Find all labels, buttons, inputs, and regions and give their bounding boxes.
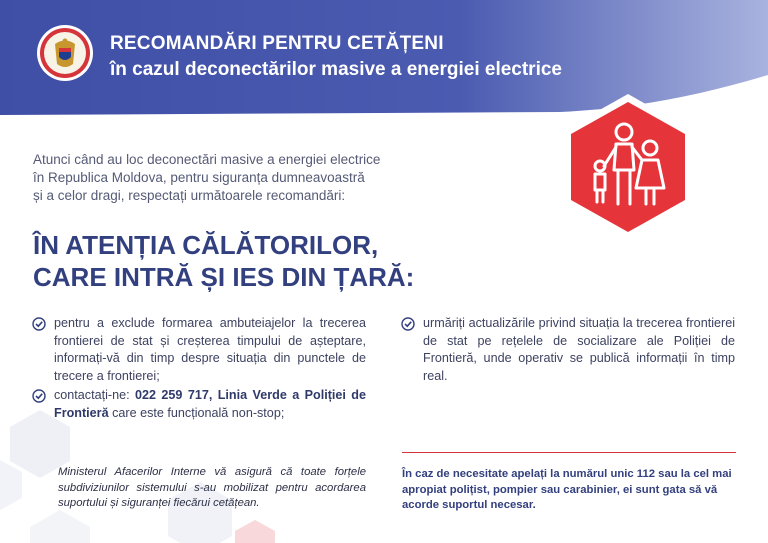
section-heading: ÎN ATENȚIA CĂLĂTORILOR, CARE INTRĂ ȘI IES DIN ȚARĂ: (33, 230, 415, 292)
list-item: contactați-ne: 022 259 717, Linia Verde a Poliției de Frontieră care este funcțională non-stop; (54, 387, 366, 422)
list-item: urmăriți actualizările privind situația la trecerea frontierei de stat pe rețelele de socializare ale Poliției de Frontieră, unde operativ se publică informații în timp real. (423, 315, 735, 385)
hotline-text: 022 259 717, Linia Verde a Poliției de Frontieră (54, 388, 367, 420)
footer-ministry-note: Ministerul Afacerilor Interne vă asigură că toate forțele subdiviziunilor sistemului s-au mobilizat pentru acordarea suportului și siguranței fiecărui cetățean. (58, 466, 366, 509)
intro-text: Atunci când au loc deconectări masive a energiei electrice în Republica Moldova, pentru siguranța dumneavoastră și a celor dragi, respectați următoarele recomandări: (33, 152, 381, 203)
page-subtitle: în cazul deconectărilor masive a energiei electrice (110, 59, 562, 80)
family-icon (560, 92, 696, 242)
divider (402, 452, 736, 453)
moldova-coat-of-arms-icon (36, 24, 94, 82)
check-circle-icon (401, 317, 415, 331)
check-circle-icon (32, 317, 46, 331)
list-item: pentru a exclude formarea ambuteiajelor la trecerea frontierei de stat și creșterea timpului de așteptare, informați-vă din timp despre situația din punctele de trecere a frontierei; (54, 315, 366, 385)
page-title: RECOMANDĂRI PENTRU CETĂȚENI (110, 33, 444, 54)
footer-emergency-note: În caz de necesitate apelați la numărul unic 112 sau la cel mai apropiat polițist, pompier sau carabinier, ei sunt gata să vă acorde suportul necesar. (402, 468, 732, 511)
